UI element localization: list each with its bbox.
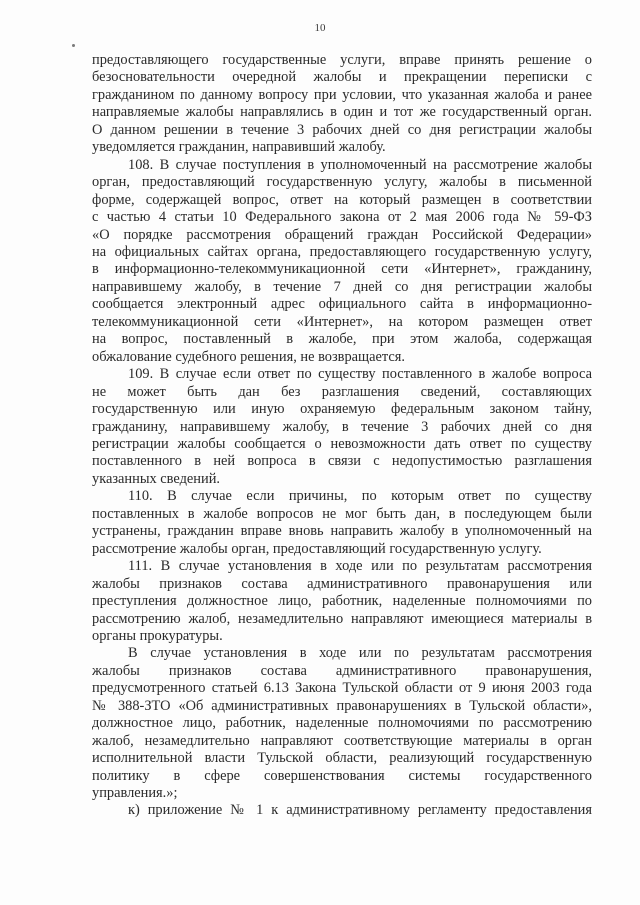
text-line: О данном решении в течение 3 рабочих дней со дня регистрации жалобы [92, 121, 592, 138]
text-line: жалоб, незамедлительно направляют соответствующие материалы в орган [92, 732, 592, 749]
document-body [92, 52, 592, 820]
text-line: уведомляется гражданин, направивший жалобу. [92, 139, 386, 156]
text-line: в информационно-телекоммуникационной сети «Интернет», гражданину, [92, 261, 592, 278]
text-line: исполнительной власти Тульской области, реализующий государственную [92, 750, 592, 767]
text-line: 111. В случае установления в ходе или по результатам рассмотрения [128, 558, 592, 575]
text-line: государственную или иную охраняемую федеральным законом тайну, [92, 401, 592, 418]
text-line: предоставляющего государственные услуги, вправе принять решение о [92, 52, 592, 68]
page-number: 10 [314, 22, 326, 34]
text-line: орган, предоставляющий государственную услугу, жалобы в письменной [92, 174, 592, 191]
text-line: устранены, гражданин вправе вновь направить жалобу в уполномоченный на [92, 523, 592, 540]
text-line: 108. В случае поступления в уполномоченный на рассмотрение жалобы [128, 156, 592, 173]
text-line: поставленного в ней вопроса в связи с недопустимостью разглашения [92, 453, 592, 470]
text-line: преступления должностное лицо, работник, наделенные полномочиями по [92, 593, 592, 610]
text-line: поставленных в жалобе вопросов не мог быть дан, в последующем были [92, 505, 592, 522]
margin-dot [72, 44, 75, 47]
text-line: В случае установления в ходе или по результатам рассмотрения [128, 645, 592, 662]
text-line: политику в сфере совершенствования системы государственного [92, 767, 592, 784]
text-line: с частью 4 статьи 10 Федерального закона от 2 мая 2006 года № 59-ФЗ [92, 209, 592, 226]
text-line: указанных сведений. [92, 470, 220, 487]
text-line: гражданином по данному вопросу при условии, что указанная жалоба и ранее [92, 86, 592, 103]
text-line: «О порядке рассмотрения обращений граждан Российской Федерации» [92, 226, 592, 243]
text-line: жалобы признаков состава административного правонарушения, [92, 662, 592, 679]
text-line: направившему жалобу, в течение 7 дней со дня регистрации жалобы [92, 278, 592, 295]
text-line: телекоммуникационной сети «Интернет», на котором размещен ответ [92, 313, 592, 330]
text-line: сообщается электронный адрес официального сайта в информационно- [92, 296, 592, 313]
text-line: регистрации жалобы сообщается о невозможности дать ответ по существу [92, 435, 592, 452]
text-line: к) приложение № 1 к административному регламенту предоставления [128, 802, 592, 819]
text-line: рассмотрение жалобы орган, предоставляющий государственную услугу. [92, 540, 542, 557]
text-line: на вопрос, поставленный в жалобе, при этом жалоба, содержащая [92, 331, 592, 348]
text-line: гражданину, направившему жалобу, в течение 3 рабочих дней со дня [92, 418, 592, 435]
text-line: безосновательности очередной жалобы и прекращении переписки с [92, 69, 592, 86]
text-line: рассмотрению жалоб, незамедлительно направляют имеющиеся материалы в [92, 610, 592, 627]
text-line: предусмотренного статьей 6.13 Закона Тульской области от 9 июня 2003 года [92, 680, 592, 697]
text-line: жалобы признаков состава административного правонарушения или [92, 575, 592, 592]
text-line: 110. В случае если причины, по которым ответ по существу [128, 488, 592, 505]
text-line: должностное лицо, работник, наделенные полномочиями по рассмотрению [92, 715, 592, 732]
text-line: обжалование судебного решения, не возвращается. [92, 348, 405, 365]
text-line: форме, содержащей вопрос, ответ на который размещен в соответствии [92, 191, 592, 208]
text-line: № 388-ЗТО «Об административных правонарушениях в Тульской области», [92, 697, 592, 714]
text-line: на официальных сайтах органа, предоставляющего государственную услугу, [92, 243, 592, 260]
text-line: органы прокуратуры. [92, 627, 223, 644]
text-line: управления.»; [92, 785, 178, 802]
text-line: направляемые жалобы направлялись в один и тот же государственный орган. [92, 104, 592, 121]
text-line: не может быть дан без разглашения сведений, составляющих [92, 383, 592, 400]
text-line: 109. В случае если ответ по существу поставленного в жалобе вопроса [128, 366, 592, 383]
